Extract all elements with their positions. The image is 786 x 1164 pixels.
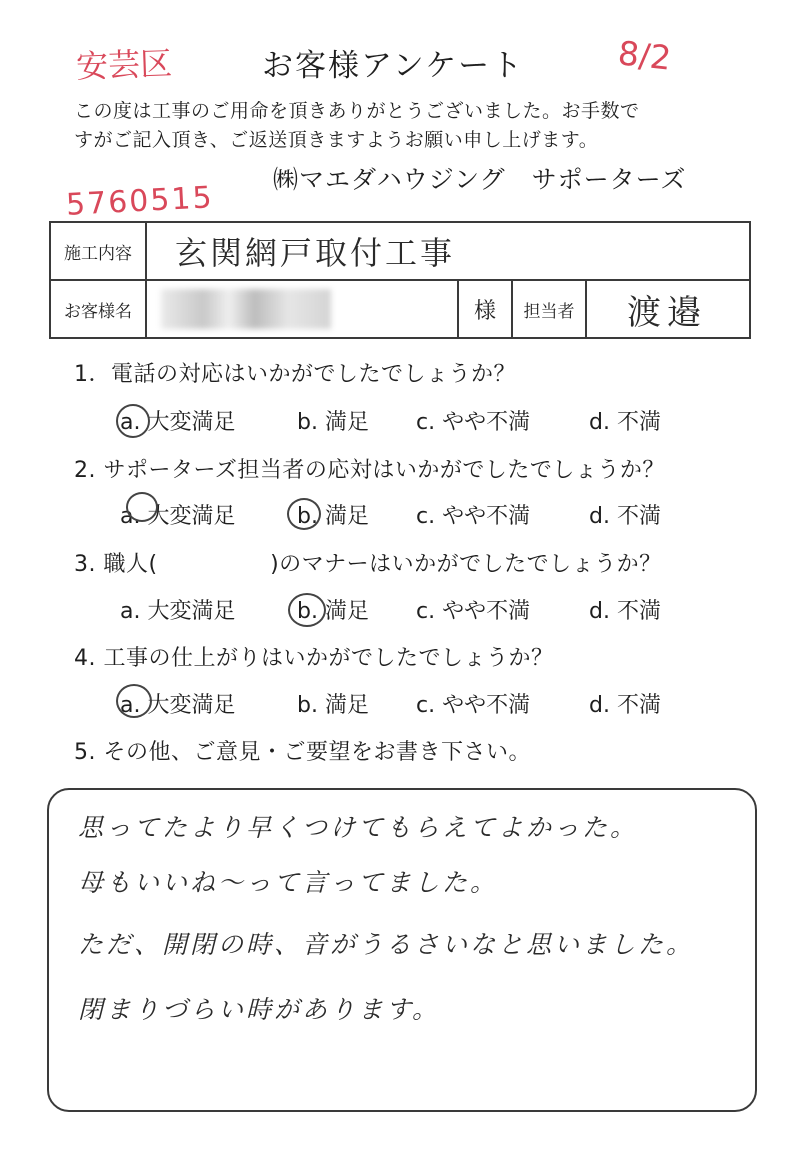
q4-option-d[interactable]: d. 不満 <box>589 693 661 718</box>
work-row <box>50 222 750 280</box>
company-name: ㈱マエダハウジング サポーターズ <box>273 165 687 194</box>
work-label: 施工内容 <box>50 222 146 280</box>
q3-selection-circle <box>288 593 326 627</box>
customer-row <box>50 280 750 338</box>
q2-option-c[interactable]: c. やや不満 <box>416 504 531 529</box>
staff-value-cell <box>586 280 750 338</box>
work-value: 玄関網戸取付工事 <box>175 234 456 272</box>
staff-label: 担当者 <box>512 280 586 338</box>
district-handwritten: 安芸区 <box>75 44 173 86</box>
q2-selection-circle-b <box>287 498 321 530</box>
comment-line-1: 思ってたより早くつけてもらえてよかった。 <box>78 813 639 842</box>
question-4: 4. 工事の仕上がりはいかがでしたでしょうか？ <box>74 646 554 671</box>
q1-option-c[interactable]: c. やや不満 <box>416 410 531 435</box>
q3-option-c[interactable]: c. やや不満 <box>416 599 531 624</box>
info-table <box>49 221 751 339</box>
id-number-handwritten: 5760515 <box>65 180 215 223</box>
q4-option-c[interactable]: c. やや不満 <box>416 693 531 718</box>
customer-name-cell <box>146 280 458 338</box>
q2-option-d[interactable]: d. 不満 <box>589 504 661 529</box>
q4-selection-circle <box>116 684 152 718</box>
q1-option-a[interactable]: a. 大変満足 <box>120 410 236 435</box>
comment-line-4: 閉まりづらい時があります。 <box>78 995 441 1024</box>
q1-selection-circle <box>116 404 150 438</box>
page-title: お客様アンケート <box>262 48 525 84</box>
staff-value: 渡邉 <box>627 292 707 333</box>
q1-option-b[interactable]: b. 満足 <box>297 410 369 435</box>
q1-option-d[interactable]: d. 不満 <box>589 410 661 435</box>
honorific: 様 <box>458 280 512 338</box>
q2-selection-circle-a <box>126 492 158 522</box>
intro-line-2: すがご記入頂き、ご返送頂きますようお願い申し上げます。 <box>74 129 599 151</box>
q3-option-b[interactable]: b. 満足 <box>297 599 369 624</box>
q2-option-a[interactable]: a. 大変満足 <box>120 504 236 529</box>
redacted-name <box>161 289 331 329</box>
q4-option-b[interactable]: b. 満足 <box>297 693 369 718</box>
intro-line-1: この度は工事のご用命を頂きありがとうございました。お手数で <box>74 100 640 122</box>
question-3: 3. 職人( )のマナーはいかがでしたでしょうか？ <box>74 552 662 577</box>
question-2: 2. サポーターズ担当者の応対はいかがでしたでしょうか？ <box>74 458 665 483</box>
work-value-cell <box>146 222 750 280</box>
q3-option-a[interactable]: a. 大変満足 <box>120 599 236 624</box>
customer-label: お客様名 <box>50 280 146 338</box>
date-handwritten: 8/2 <box>616 33 674 78</box>
question-1: 1．電話の対応はいかがでしたでしょうか？ <box>74 362 516 387</box>
comment-line-2: 母もいいね〜って言ってました。 <box>78 868 499 897</box>
comment-line-3: ただ、開閉の時、音がうるさいなと思いました。 <box>78 930 695 959</box>
q2-option-b[interactable]: b. 満足 <box>297 504 369 529</box>
q3-option-d[interactable]: d. 不満 <box>589 599 661 624</box>
question-5: 5. その他、ご意見・ご要望をお書き下さい。 <box>74 740 531 765</box>
q4-option-a[interactable]: a. 大変満足 <box>120 693 236 718</box>
